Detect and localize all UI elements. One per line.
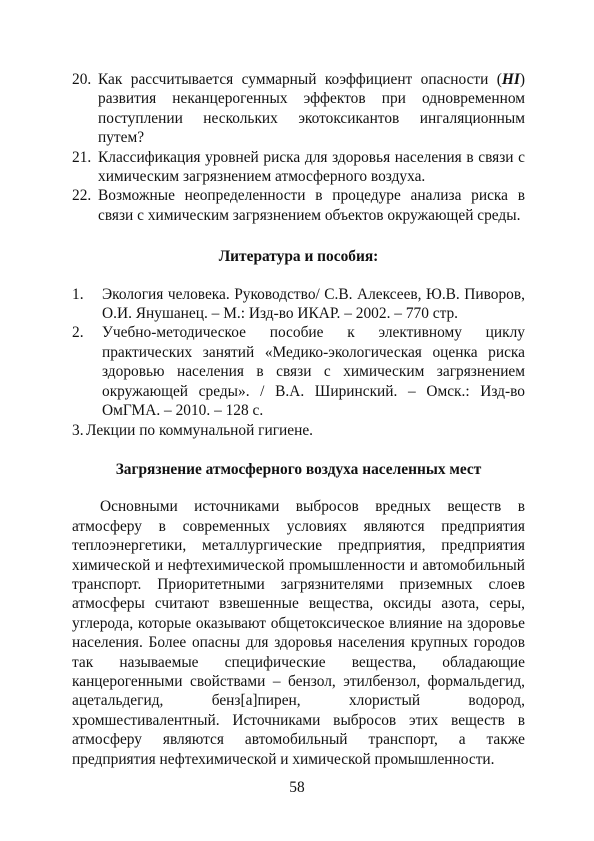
literature-item-2 xyxy=(72,323,525,420)
document-page xyxy=(72,70,525,769)
literature-number: 2. xyxy=(72,324,84,342)
question-20 xyxy=(72,70,525,148)
question-text: Возможные неопределенности в процедуре анализа риска в связи с химическим загрязнением объектов окружающей среды. xyxy=(98,187,525,224)
literature-number: 1. xyxy=(72,285,84,303)
section-heading: Загрязнение атмосферного воздуха населенных мест xyxy=(115,460,482,478)
literature-item-3 xyxy=(72,421,525,440)
question-number: 21. xyxy=(72,148,92,166)
question-number: 20. xyxy=(72,71,92,88)
literature-item-1 xyxy=(72,285,525,324)
literature-text: Учебно-методическое пособие к элективному циклу практических занятий «Медико-экологическая оценка риска здоровью населения в связи с химическим загрязнением окружающей среды». / В.А. Ширинский. – Омск.: Изд-во ОмГМА. – 2010. – 128 с. xyxy=(102,324,525,420)
page-number: 58 xyxy=(289,779,305,796)
question-number: 22. xyxy=(72,187,92,205)
question-22 xyxy=(72,186,525,225)
section-paragraph: Основными источниками выбросов вредных веществ в атмосферу в современных условиях являются предприятия теплоэнергетики, металлургические предприятия, предприятия химической и нефтехимической промышленности и автомобильный транспорт. Приоритетными загрязнителями приземных слоев атмосферы считают взвешенные вещества, оксиды азота, серы, углерода, которые оказывают общетоксическое влияние на здоровье населения. Более опасны для здоровья населения крупных городов так называемые специфические вещества, обладающие канцерогенными свойствами – бензол, этилбензол, формальдегид, ацетальдегид, бенз[а]пирен, хлористый водород, хромшестивалентный. Источниками выбросов этих веществ в атмосферу являются автомобильный транспорт, а также предприятия нефтехимической и химической промышленности. xyxy=(72,498,525,768)
literature-text: Лекции по коммунальной гигиене. xyxy=(86,421,314,439)
question-text: Как рассчитывается суммарный коэффициент опасности (HI) развития неканцерогенных эффектов при одновременном поступлении нескольких экотоксикантов ингаляционным путем? xyxy=(98,71,525,147)
literature-heading: Литература и пособия: xyxy=(218,248,379,266)
question-text: Классификация уровней риска для здоровья населения в связи с химическим загрязнением атмосферного воздуха. xyxy=(98,148,525,186)
hi-symbol: HI xyxy=(501,71,520,88)
question-21 xyxy=(72,148,525,187)
literature-number: 3. xyxy=(72,421,84,439)
literature-text: Экология человека. Руководство/ С.В. Алексеев, Ю.В. Пиворов, О.И. Янушанец. – М.: Изд-во ИКАР. – 2002. – 770 стр. xyxy=(102,285,525,323)
